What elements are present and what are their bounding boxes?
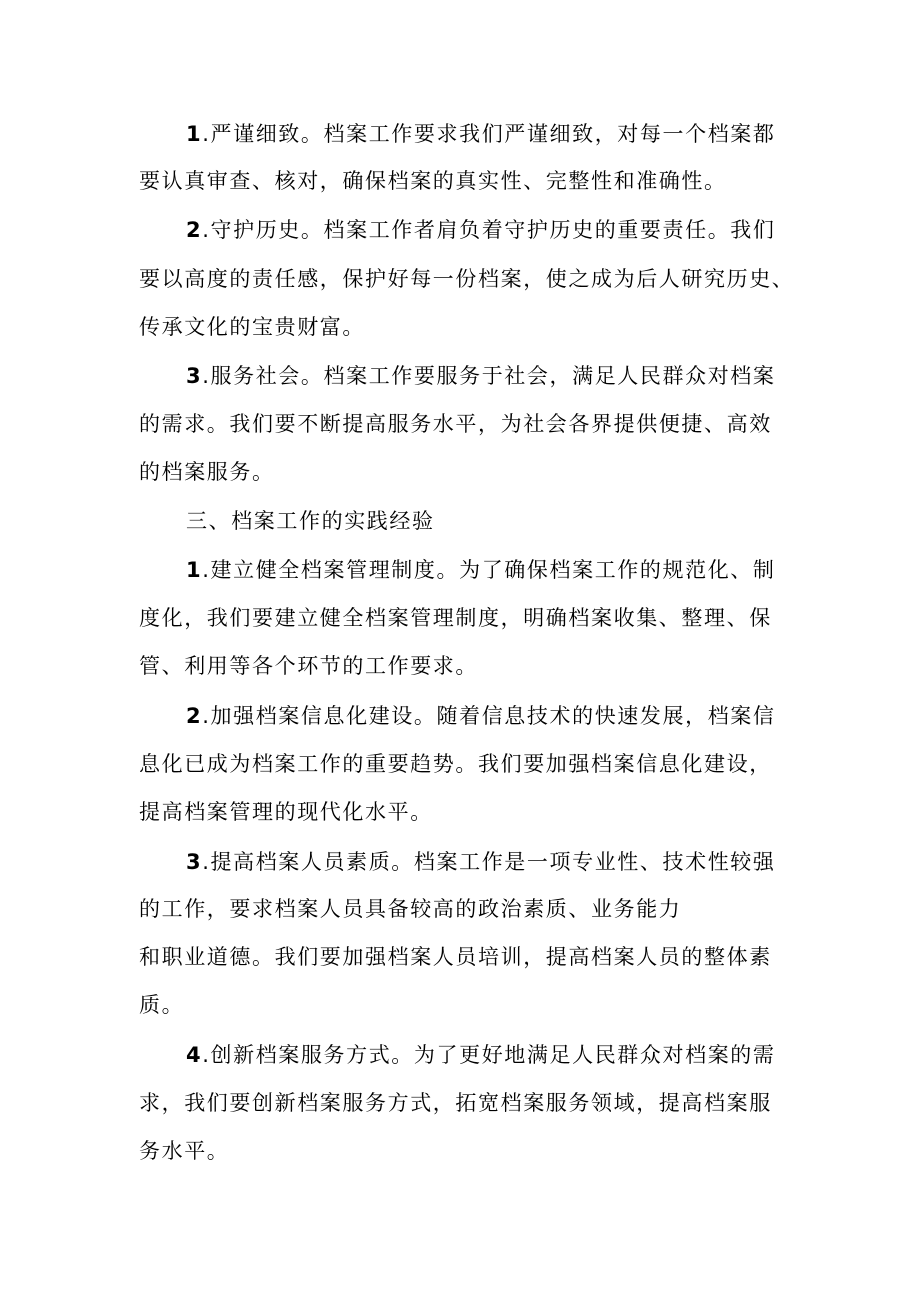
line-text: 管、利用等各个环节的工作要求。 [139, 654, 478, 678]
item-number: 3 [186, 850, 203, 874]
paragraph-line [186, 114, 776, 154]
paragraph-line [186, 1035, 776, 1075]
line-text: 度化，我们要建立健全档案管理制度，明确档案收集、整理、保 [139, 606, 772, 630]
line-text: .创新档案服务方式。为了更好地满足人民群众对档案的需 [202, 1043, 776, 1067]
line-text: 传承文化的宝贵财富。 [139, 315, 365, 339]
item-number: 2 [186, 704, 203, 728]
line-text: 和职业道德。我们要加强档案人员培训，提高档案人员的整体素 [139, 945, 772, 969]
line-text: .加强档案信息化建设。随着信息技术的快速发展，档案信 [202, 704, 776, 728]
item-number: 1 [186, 558, 203, 582]
paragraph-line [139, 792, 433, 832]
line-text: 求，我们要创新档案服务方式，拓宽档案服务领域，提高档案服 [139, 1091, 772, 1115]
line-text: 质。 [139, 993, 185, 1017]
item-number: 1 [186, 122, 203, 146]
line-text: .提高档案人员素质。档案工作是一项专业性、技术性较强 [202, 850, 776, 874]
line-text: .建立健全档案管理制度。为了确保档案工作的规范化、制 [202, 558, 776, 582]
paragraph-line [139, 1083, 772, 1123]
paragraph-line [139, 307, 365, 347]
paragraph-line [139, 161, 727, 201]
paragraph-line [139, 598, 772, 638]
paragraph-line [139, 452, 275, 492]
paragraph-line [139, 259, 794, 299]
section-heading [186, 501, 435, 541]
item-number: 2 [186, 218, 203, 242]
line-text: .服务社会。档案工作要服务于社会，满足人民群众对档案 [202, 364, 776, 388]
paragraph-line [139, 937, 772, 977]
paragraph-line [186, 842, 776, 882]
paragraph-line [139, 646, 478, 686]
paragraph-line [186, 356, 776, 396]
paragraph-line [186, 210, 776, 250]
line-text: .严谨细致。档案工作要求我们严谨细致，对每一个档案都 [202, 122, 776, 146]
line-text: 的需求。我们要不断提高服务水平，为社会各界提供便捷、高效 [139, 412, 772, 436]
item-number: 4 [186, 1043, 203, 1067]
paragraph-line [139, 1131, 229, 1171]
line-text: 提高档案管理的现代化水平。 [139, 800, 433, 824]
line-text: 三、档案工作的实践经验 [186, 509, 435, 533]
paragraph-line [139, 404, 772, 444]
line-text: 要认真审查、核对，确保档案的真实性、完整性和准确性。 [139, 169, 727, 193]
paragraph-line [139, 744, 772, 784]
line-text: 务水平。 [139, 1139, 230, 1163]
paragraph-line [139, 985, 184, 1025]
line-text: 息化已成为档案工作的重要趋势。我们要加强档案信息化建设， [139, 752, 772, 776]
paragraph-line [186, 696, 776, 736]
line-text: 的工作，要求档案人员具备较高的政治素质、业务能力 [139, 897, 682, 921]
paragraph-line [186, 550, 776, 590]
line-text: .守护历史。档案工作者肩负着守护历史的重要责任。我们 [202, 218, 776, 242]
paragraph-line [139, 889, 681, 929]
item-number: 3 [186, 364, 203, 388]
line-text: 的档案服务。 [139, 460, 275, 484]
line-text: 要以高度的责任感，保护好每一份档案，使之成为后人研究历史、 [139, 267, 795, 291]
